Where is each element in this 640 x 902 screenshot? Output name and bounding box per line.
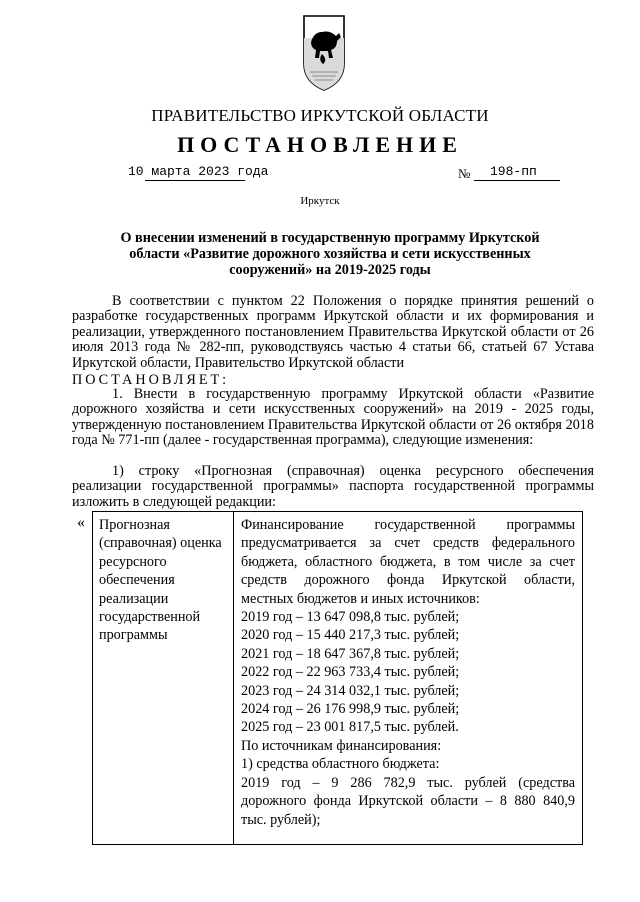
year-row: 2020 год – 15 440 217,3 тыс. рублей; [241,627,460,644]
government-name: ПРАВИТЕЛЬСТВО ИРКУТСКОЙ ОБЛАСТИ [151,106,489,125]
paragraph-item-1: 1. Внести в государственную программу Иркутской области «Развитие дорожного хозяйства и сети искусственных сооружений» на 2019 - 2025 годы, утвержденную постановлением Правительства Иркутской области от 26 октября 2018 года № 771-пп (далее - государственная программа), следующие изменения: [72,386,594,449]
paragraph-item-1-1: 1) строку «Прогнозная (справочная) оценка ресурсного обеспечения реализации государственной программы» паспорта государственной программы изложить в следующей редакции: [72,463,594,510]
resolve-heading: ПОСТАНОВЛЯЕТ: [72,372,230,388]
coat-of-arms-icon [300,12,348,94]
document-title: О внесении изменений в государственную программу Иркутской области «Развитие дорожного хозяйства и сети искусственных сооружений» на 2019-2025 годы [120,230,540,278]
table-cell-content [241,516,575,829]
document-type: ПОСТАНОВЛЕНИЕ [177,132,463,157]
source-regional-2019: 2019 год – 9 286 782,9 тыс. рублей (средства дорожного фонда Иркутской области – 8 880 840,9 тыс. рублей); [241,774,575,828]
date-underline [145,180,245,181]
year-row: 2021 год – 18 647 367,8 тыс. рублей; [241,645,460,662]
year-row: 2025 год – 23 001 817,5 тыс. рублей. [241,719,459,736]
passport-table [92,511,583,845]
column-divider [233,512,234,844]
table-cell-label: Прогнозная (справочная) оценка ресурсного обеспечения реализации государственной программы [99,517,222,644]
number-sign: № [458,166,471,181]
year-row: 2023 год – 24 314 032,1 тыс. рублей; [241,682,460,699]
financing-intro: Финансирование государственной программы предусматривается за счет средств федерального бюджета, областного бюджета, в том числе за счет средств дорожного фонда Иркутской области, местных бюджетов и иных источников: [241,517,575,607]
decree-number: 198-пп [490,164,537,179]
paragraph-preamble: В соответствии с пунктом 22 Положения о порядке принятия решений о разработке государственных программ Иркутской области и их формирования и реализации, утвержденного постановлением Правительства Иркутской области от 26 июля 2013 года № 282-пп, руководствуясь частью 4 статьи 66, статьей 67 Устава Иркутской области, Правительство Иркутской области [72,293,594,371]
source-regional-budget: 1) средства областного бюджета: [241,756,440,773]
opening-quote: « [77,514,85,531]
number-underline [474,180,560,181]
year-row: 2022 год – 22 963 733,4 тыс. рублей; [241,664,460,681]
decree-date: 10 марта 2023 года [128,164,269,179]
city: Иркутск [300,195,340,207]
sources-heading: По источникам финансирования: [241,737,442,754]
year-row: 2019 год – 13 647 098,8 тыс. рублей; [241,609,460,626]
year-row: 2024 год – 26 176 998,9 тыс. рублей; [241,701,460,718]
